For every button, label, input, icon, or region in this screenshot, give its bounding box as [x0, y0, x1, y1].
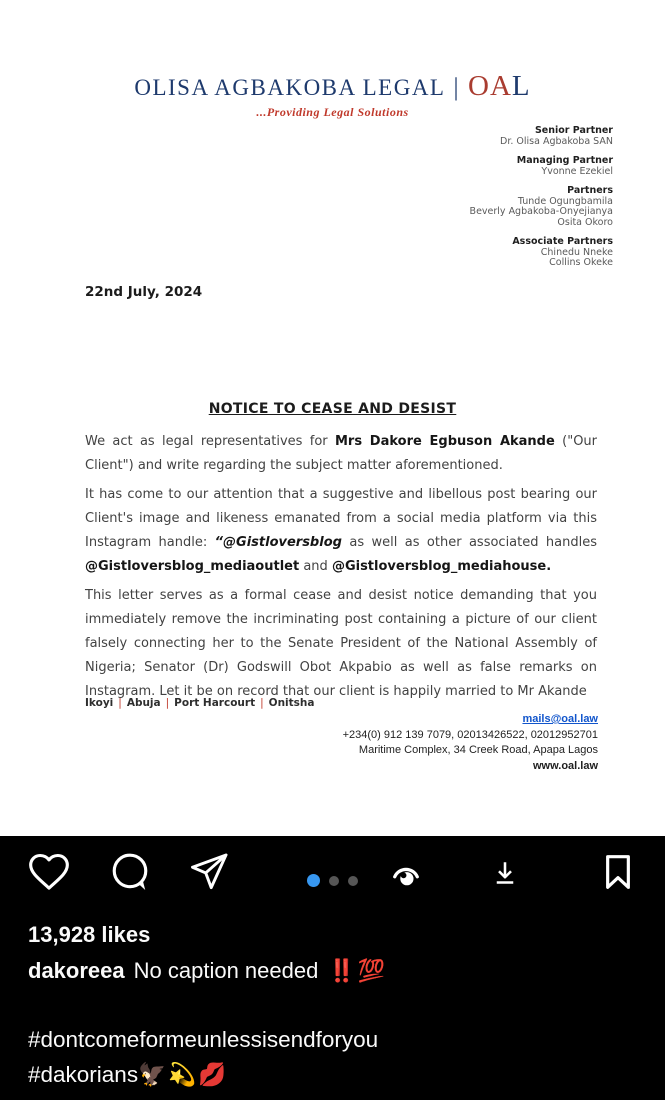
- carousel-dot: [329, 876, 339, 886]
- letter-date: 22nd July, 2024: [85, 284, 203, 300]
- partner-group-title: Partners: [567, 185, 613, 196]
- partner-group-title: Associate Partners: [512, 236, 613, 247]
- letter-paragraph-2: It has come to our attention that a suggestive and libellous post bearing our Client's image and likeness emanated from a social media platform via this Instagram handle: “@Gistloversblog as well as other associated handles @Gistloversblog_mediaoutlet and @Gistloversblog_mediahouse.: [85, 487, 597, 574]
- share-button[interactable]: [186, 850, 232, 894]
- carousel-indicator: [307, 874, 358, 887]
- partner-group: [470, 186, 613, 228]
- partner-name: Chinedu Nneke: [540, 246, 613, 258]
- office-name: Abuja: [126, 697, 161, 709]
- views-button[interactable]: [387, 858, 425, 894]
- firm-name-line: [0, 70, 665, 103]
- bookmark-icon: [598, 850, 638, 894]
- carousel-dot-active: [307, 874, 320, 887]
- caption-emoji: ‼️💯: [328, 958, 388, 983]
- offices-line: [85, 697, 315, 709]
- comment-button[interactable]: [107, 850, 153, 894]
- paper-plane-icon: [186, 850, 232, 894]
- hashtag-emoji: 🦅💫💋: [138, 1062, 229, 1087]
- handle-mediahouse: @Gistloversblog_mediahouse.: [331, 559, 552, 574]
- partner-name: Osita Okoro: [557, 216, 613, 228]
- partner-name: Dr. Olisa Agbakoba SAN: [500, 135, 613, 147]
- handle-gistloversblog: “@Gistloversblog: [214, 535, 342, 550]
- letter-paragraph-1: We act as legal representatives for Mrs Dakore Egbuson Akande ("Our Client") and write regarding the subject matter aforementioned.: [85, 434, 598, 473]
- caption-text: No caption needed: [133, 958, 319, 983]
- save-button[interactable]: [598, 850, 638, 894]
- office-separator: |: [260, 697, 264, 709]
- partner-group: [470, 237, 613, 269]
- partner-group: [470, 156, 613, 177]
- contact-email-link[interactable]: mails@oal.law: [522, 713, 598, 725]
- likes-count[interactable]: 13,928 likes: [28, 922, 151, 947]
- office-name: Ikoyi: [85, 697, 114, 709]
- partner-group: [470, 126, 613, 147]
- partner-name: Yvonne Ezekiel: [541, 165, 613, 177]
- office-separator: |: [165, 697, 170, 709]
- office-name: Port Harcourt: [174, 697, 256, 709]
- letter-body: [85, 430, 597, 709]
- carousel-dot: [348, 876, 358, 886]
- firm-logo-oal: OAL: [468, 70, 531, 102]
- eye-icon: [387, 858, 425, 894]
- partner-name: Collins Okeke: [549, 257, 613, 268]
- hashtag-link-2[interactable]: #dakorians🦅💫💋: [28, 1062, 229, 1087]
- partner-name: Tunde Ogungbamila: [517, 195, 613, 207]
- letterhead-separator: |: [453, 74, 460, 101]
- username-link[interactable]: dakoreea: [28, 958, 125, 983]
- partner-name: Beverly Agbakoba-Onyejianya: [469, 206, 613, 217]
- firm-name: OLISA AGBAKOBA LEGAL: [134, 75, 446, 100]
- download-button[interactable]: [487, 856, 523, 894]
- partner-group-title: Managing Partner: [516, 155, 613, 166]
- firm-tagline: ...Providing Legal Solutions: [256, 105, 409, 119]
- office-separator: |: [118, 697, 122, 709]
- contact-block: [343, 712, 598, 774]
- contact-address: Maritime Complex, 34 Creek Road, Apapa Lagos: [358, 744, 598, 756]
- contact-website: www.oal.law: [533, 759, 598, 772]
- client-name: Mrs Dakore Egbuson Akande: [334, 434, 555, 449]
- like-button[interactable]: [26, 850, 72, 894]
- handle-mediaoutlet: @Gistloversblog_mediaoutlet: [85, 559, 300, 574]
- partners-block: [470, 126, 613, 278]
- contact-phones: +234(0) 912 139 7079, 02013426522, 02012952701: [342, 728, 598, 741]
- instagram-footer: [0, 836, 665, 1100]
- partner-group-title: Senior Partner: [534, 125, 613, 136]
- caption-row: [28, 958, 387, 984]
- hashtags-block: [28, 1022, 378, 1092]
- comment-icon: [107, 850, 153, 894]
- letter-paragraph-3: This letter serves as a formal cease and desist notice demanding that you immediately remove the incriminating post containing a picture of our client falsely connecting her to the Senate President of the National Assembly of Nigeria; Senator (Dr) Godswill Obot Akpabio as well as false remarks on Instagram. Let it be on record that our client is happily married to Mr Akande: [85, 588, 597, 699]
- office-name: Onitsha: [268, 697, 315, 709]
- hashtag-link-1[interactable]: #dontcomeformeunlessisendforyou: [28, 1027, 379, 1052]
- heart-icon: [26, 850, 72, 894]
- letterhead: [0, 70, 665, 120]
- download-icon: [487, 856, 523, 894]
- notice-title: NOTICE TO CEASE AND DESIST: [208, 401, 457, 417]
